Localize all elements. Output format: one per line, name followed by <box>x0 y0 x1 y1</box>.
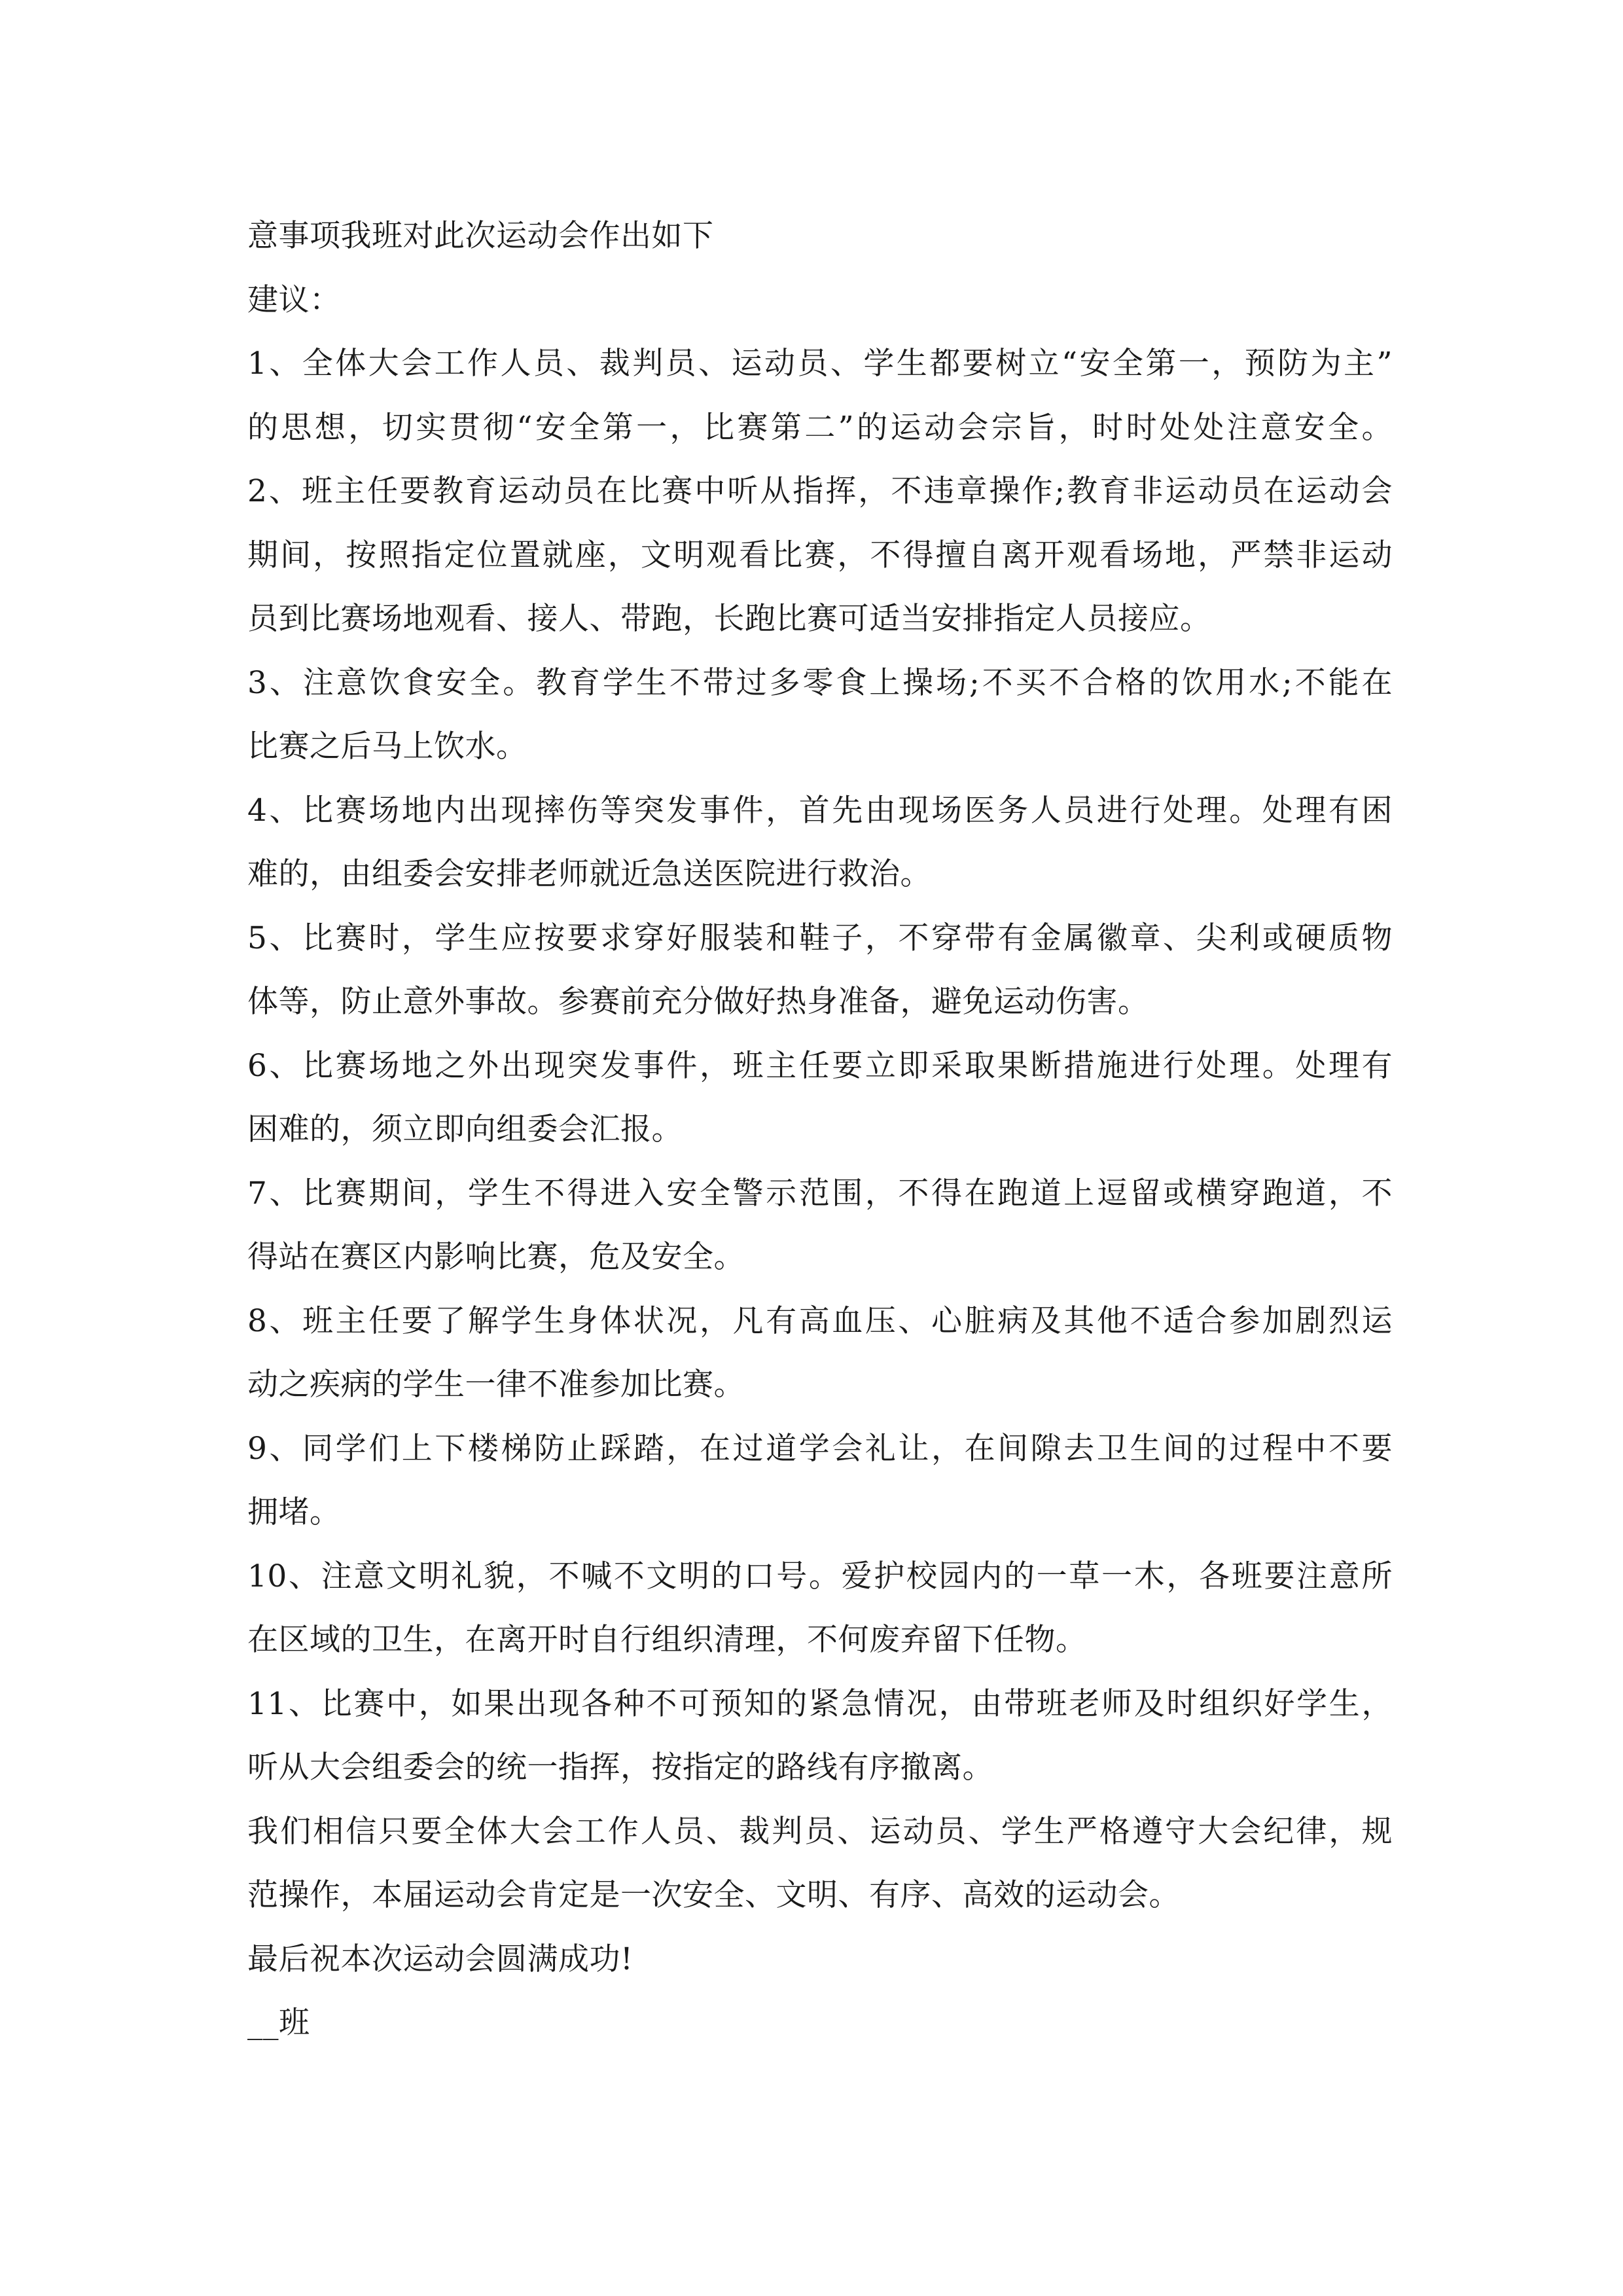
text-line: 1、全体大会工作人员、裁判员、运动员、学生都要树立“安全第一，预防为主” <box>247 346 1393 382</box>
text-line: 4、比赛场地内出现摔伤等突发事件，首先由现场医务人员进行处理。处理有困 <box>247 792 1393 829</box>
text-line: 体等，防止意外事故。参赛前充分做好热身准备，避免运动伤害。 <box>247 984 1149 1020</box>
text-line: 动之疾病的学生一律不准参加比赛。 <box>247 1367 745 1403</box>
text-line: 在区域的卫生，在离开时自行组织清理，不何废弃留下任物。 <box>247 1622 1087 1658</box>
text-line: 比赛之后马上饮水。 <box>247 728 527 764</box>
text-line: 拥堵。 <box>247 1494 341 1530</box>
text-line: 范操作，本届运动会肯定是一次安全、文明、有序、高效的运动会。 <box>247 1877 1180 1913</box>
text-line: 2、班主任要教育运动员在比赛中听从指挥，不违章操作;教育非运动员在运动会 <box>247 473 1393 509</box>
class-signature: __班 <box>247 2005 310 2041</box>
text-line: 10、注意文明礼貌，不喊不文明的口号。爱护校园内的一草一木，各班要注意所 <box>247 1558 1393 1594</box>
text-line: 得站在赛区内影响比赛，危及安全。 <box>247 1239 745 1275</box>
document-body <box>247 204 1393 2055</box>
text-line: 听从大会组委会的统一指挥，按指定的路线有序撤离。 <box>247 1749 993 1785</box>
text-line: 意事项我班对此次运动会作出如下 <box>247 218 714 254</box>
text-line: 员到比赛场地观看、接人、带跑，长跑比赛可适当安排指定人员接应。 <box>247 601 1211 637</box>
text-line: 建议： <box>247 281 341 318</box>
text-line: 9、同学们上下楼梯防止踩踏，在过道学会礼让，在间隙去卫生间的过程中不要 <box>247 1430 1393 1467</box>
text-line: 期间，按照指定位置就座，文明观看比赛，不得擅自离开观看场地，严禁非运动 <box>247 537 1393 573</box>
text-line: 3、注意饮食安全。教育学生不带过多零食上操场;不买不合格的饮用水;不能在 <box>247 664 1393 701</box>
text-line: 11、比赛中，如果出现各种不可预知的紧急情况，由带班老师及时组织好学生， <box>247 1685 1393 1722</box>
text-line: 困难的，须立即向组委会汇报。 <box>247 1111 683 1147</box>
text-line: 最后祝本次运动会圆满成功! <box>247 1941 633 1977</box>
text-line: 7、比赛期间，学生不得进入安全警示范围，不得在跑道上逗留或横穿跑道，不 <box>247 1175 1393 1211</box>
text-line: 6、比赛场地之外出现突发事件，班主任要立即采取果断措施进行处理。处理有 <box>247 1047 1393 1084</box>
text-line: 我们相信只要全体大会工作人员、裁判员、运动员、学生严格遵守大会纪律，规 <box>247 1813 1393 1850</box>
text-line: 难的，由组委会安排老师就近急送医院进行救治。 <box>247 856 931 892</box>
text-line: 的思想，切实贯彻“安全第一，比赛第二”的运动会宗旨，时时处处注意安全。 <box>247 409 1393 446</box>
text-line: 8、班主任要了解学生身体状况，凡有高血压、心脏病及其他不适合参加剧烈运 <box>247 1302 1393 1339</box>
text-line: 5、比赛时，学生应按要求穿好服装和鞋子，不穿带有金属徽章、尖利或硬质物 <box>247 920 1393 956</box>
